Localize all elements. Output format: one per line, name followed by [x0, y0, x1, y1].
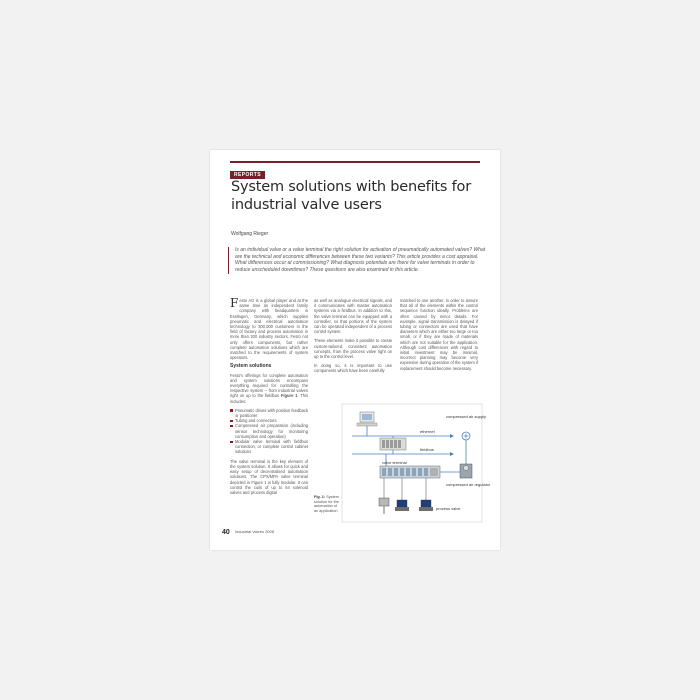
- paragraph: In doing so, it is important to use components which have been carefully: [314, 363, 392, 374]
- paragraph-text-end: . This includes:: [230, 393, 308, 404]
- author: Wolfgang Rieger: [231, 231, 269, 237]
- ethernet-label: ethernet: [420, 429, 435, 434]
- system-diagram: [342, 404, 491, 522]
- figure-1: [342, 404, 491, 522]
- figure-caption-title: Fig. 1:: [314, 495, 326, 499]
- compressed-air-regulator-label: compressed air regulator: [446, 482, 491, 487]
- valve-terminal-icon: [380, 466, 440, 478]
- figure-caption-text: System solution for the automation of an application: [314, 495, 339, 513]
- dropcap: F: [230, 296, 239, 310]
- valve-terminal-label: valve terminal: [382, 460, 407, 465]
- publication-name: Industrial Valves 2008: [234, 529, 274, 534]
- paragraph: These elements make it possible to create custom-tailored, consistent automation concepts, from the process valve right on up to the control level.: [314, 338, 392, 360]
- intro-paragraph: [230, 298, 308, 360]
- list-item: Compressed air preparation (including sensor technology for monitoring consumption and operation): [230, 423, 308, 439]
- paragraph: [230, 373, 308, 404]
- bullet-list: [230, 408, 308, 455]
- page-number: 40: [222, 529, 230, 536]
- process-valve-label: process valve: [436, 506, 461, 511]
- figure-caption: [314, 495, 340, 513]
- intro-text: esto AG is a global player and at the same time an independent family company with headquarters in Esslingen, Germany, which supplies pneumatic and electrical automation technology to 300,000 customers in the field of factory and process automation in more than 200 industry sectors. Festo not only offers components, but rather complete automation solutions which are matched to the requirements of system operators.: [230, 298, 308, 361]
- process-valve-icon: [419, 500, 433, 511]
- regulator-icon: [460, 464, 472, 478]
- column-2: [314, 298, 392, 378]
- process-valve-icon: [395, 500, 409, 511]
- page: [210, 150, 500, 550]
- paragraph-text: Festo's offerings for complete automation and system solutions encompass everything required for controlling the respective system – from industrial valves right on up to the fieldbus: [230, 372, 308, 399]
- figure-reference: Figure 1: [280, 393, 298, 399]
- controller-icon: [380, 438, 406, 450]
- subhead-system-solutions: System solutions: [230, 363, 272, 370]
- compressed-air-supply-label: compressed air supply: [446, 414, 487, 419]
- list-item: Pneumatic drives with position feedback or positioner: [230, 408, 308, 418]
- air-supply-icon: [462, 432, 470, 440]
- list-item: Tubing and connectors: [230, 418, 308, 423]
- paragraph: The valve terminal is the key element of the system solution. It allows for quick and easy setup of decentralised automation solutions. The CPX/MPA valve terminal depicted in Figure 1 is fully modular. It can control the coils of up to 64 solenoid valves and process digital: [230, 458, 308, 495]
- column-3: [400, 298, 478, 375]
- fieldbus-label: fieldbus: [420, 447, 434, 452]
- paragraph: as well as analogue electrical signals, and it communicates with master automation systems via a fieldbus. In addition to this, the valve terminal can be equipped with a controller, so that portions of the system can be operated independent of a process control system.: [314, 298, 392, 335]
- column-1: [230, 298, 308, 499]
- computer-icon: [357, 412, 377, 426]
- page-footer: [222, 529, 482, 536]
- article-title: System solutions with benefits for industrial valve users: [231, 179, 471, 213]
- paragraph: matched to one another, in order to assure that all of the elements within the control sequence function ideally. Problems are often caused by minor details. For example, signal transmission is delayed if tubing or connectors are used that have diameters which are either too large or too small, or if they are made of materials which are not suitable for the application. Although cost differences with regard to initial investment may be minimal, incorrect planning may become very expensive during operation of the system if replacement should become necessary.: [400, 298, 478, 371]
- section-label: REPORTS: [230, 171, 265, 179]
- abstract: Is an individual valve or a valve terminal the right solution for activation of pneumatically automated valves? What are the technical and economic differences between these two variants? This article provides a cost appraisal. What differences occur at commissioning? What diagnosis potentials are there for valve terminals in order to reduce unscheduled downtimes? These questions are also examined in this article.: [228, 247, 489, 274]
- list-item: Modular valve terminal with fieldbus connection, or complete control cabinet solutions: [230, 439, 308, 455]
